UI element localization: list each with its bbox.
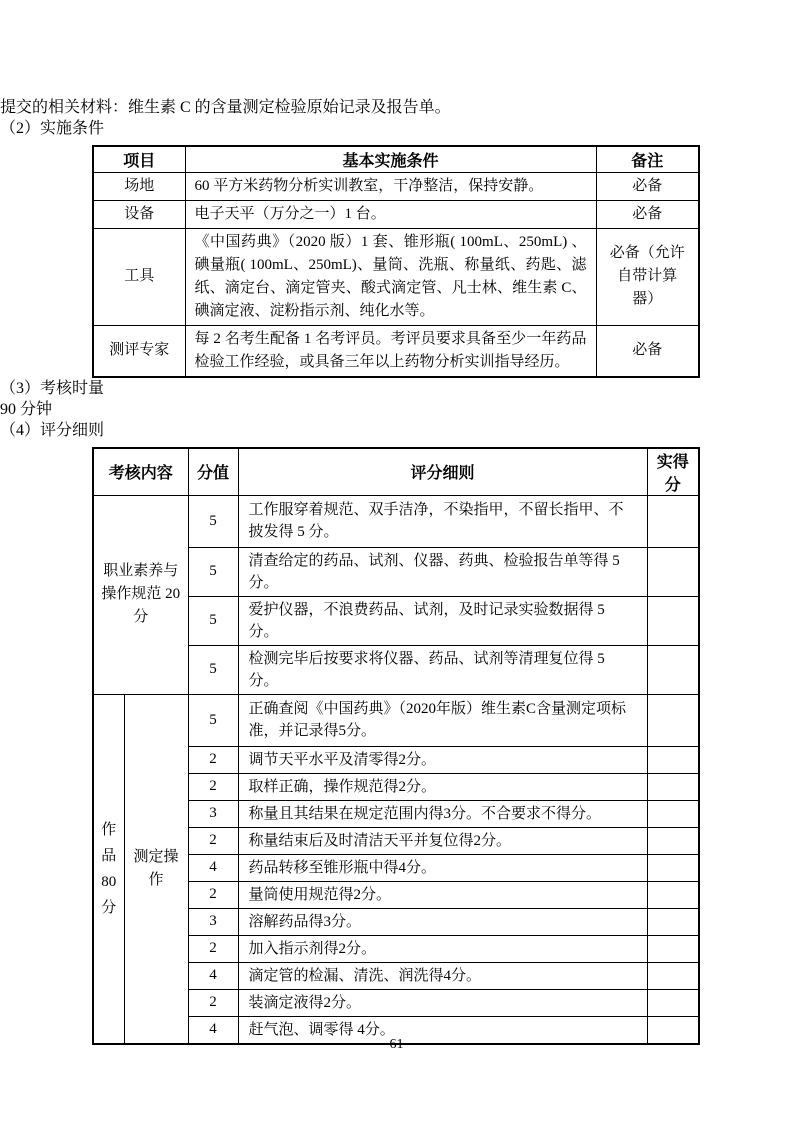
criteria-cell: 量筒使用规范得2分。: [238, 881, 647, 908]
criteria-cell: 药品转移至锥形瓶中得4分。: [238, 854, 647, 881]
score-value-cell: 2: [188, 773, 238, 800]
criteria-cell: 正确查阅《中国药典》（2020年版）维生素C含量测定项标准，并记录得5分。: [238, 694, 647, 746]
table-row: [93, 495, 699, 547]
scoring-rules-table: [92, 447, 700, 1045]
criteria-cell: 工作服穿着规范、双手洁净，不染指甲，不留长指甲、不披发得 5 分。: [238, 495, 647, 547]
note-cell: 必备（允许自带计算器）: [596, 228, 699, 325]
duration-value: 90 分钟: [0, 400, 53, 418]
item-cell: 工具: [93, 228, 185, 325]
header-item: 项目: [93, 146, 185, 172]
earned-score-cell: [647, 645, 699, 694]
header-earned-score: 实得分: [647, 448, 699, 496]
earned-score-cell: [647, 547, 699, 596]
intro-line: 提交的相关材料：维生素 C 的含量测定检验原始记录及报告单。: [0, 99, 451, 116]
note-cell: 必备: [596, 200, 699, 228]
score-value-cell: 2: [188, 989, 238, 1016]
earned-score-cell: [647, 827, 699, 854]
criteria-cell: 称量且其结果在规定范围内得3分。不合要求不得分。: [238, 800, 647, 827]
earned-score-cell: [647, 694, 699, 746]
earned-score-cell: [647, 989, 699, 1016]
earned-score-cell: [647, 908, 699, 935]
section-label-work-80: 作 品 80 分: [93, 694, 124, 1044]
score-value-cell: 4: [188, 962, 238, 989]
score-value-cell: 2: [188, 935, 238, 962]
section-label-measurement-operation: 测定操作: [124, 694, 188, 1044]
score-value-cell: 2: [188, 881, 238, 908]
section-label-professionalism: 职业素养与操作规范 20 分: [93, 495, 188, 694]
earned-score-cell: [647, 773, 699, 800]
criteria-cell: 调节天平水平及清零得2分。: [238, 746, 647, 773]
criteria-cell: 称量结束后及时清洁天平并复位得2分。: [238, 827, 647, 854]
item-cell: 设备: [93, 200, 185, 228]
score-value-cell: 2: [188, 827, 238, 854]
score-value-cell: 3: [188, 908, 238, 935]
table-row: [93, 325, 699, 377]
condition-cell: 每 2 名考生配备 1 名考评员。考评员要求具备至少一年药品检验工作经验，或具备三年以上药物分析实训指导经历。: [185, 325, 596, 377]
note-cell: 必备: [596, 325, 699, 377]
heading-assessment-duration: （3）考核时量: [0, 379, 105, 397]
earned-score-cell: [647, 962, 699, 989]
criteria-cell: 装滴定液得2分。: [238, 989, 647, 1016]
heading-implementation-conditions: （2）实施条件: [0, 120, 105, 137]
earned-score-cell: [647, 881, 699, 908]
score-value-cell: 2: [188, 746, 238, 773]
table-row: [93, 200, 699, 228]
note-cell: 必备: [596, 172, 699, 200]
criteria-cell: 检测完毕后按要求将仪器、药品、试剂等清理复位得 5 分。: [238, 645, 647, 694]
header-scoring-detail: 评分细则: [238, 448, 647, 496]
header-basic-condition: 基本实施条件: [185, 146, 596, 172]
item-cell: 场地: [93, 172, 185, 200]
criteria-cell: 取样正确，操作规范得2分。: [238, 773, 647, 800]
condition-cell: 60 平方米药物分析实训教室，干净整洁，保持安静。: [185, 172, 596, 200]
heading-scoring-rules: （4）评分细则: [0, 421, 105, 439]
table-row: [93, 694, 699, 746]
earned-score-cell: [647, 746, 699, 773]
table-row: [93, 228, 699, 325]
score-value-cell: 4: [188, 1016, 238, 1044]
earned-score-cell: [647, 800, 699, 827]
score-value-cell: 5: [188, 645, 238, 694]
earned-score-cell: [647, 854, 699, 881]
item-cell: 测评专家: [93, 325, 185, 377]
score-value-cell: 5: [188, 596, 238, 645]
score-value-cell: 5: [188, 694, 238, 746]
header-assessment-content: 考核内容: [93, 448, 188, 496]
table-row: [93, 172, 699, 200]
score-value-cell: 5: [188, 495, 238, 547]
earned-score-cell: [647, 935, 699, 962]
criteria-cell: 滴定管的检漏、清洗、润洗得4分。: [238, 962, 647, 989]
score-value-cell: 5: [188, 547, 238, 596]
table-header-row: [93, 448, 699, 496]
implementation-conditions-table: [92, 145, 700, 378]
earned-score-cell: [647, 495, 699, 547]
header-score-value: 分值: [188, 448, 238, 496]
earned-score-cell: [647, 596, 699, 645]
score-value-cell: 3: [188, 800, 238, 827]
criteria-cell: 溶解药品得3分。: [238, 908, 647, 935]
score-value-cell: 4: [188, 854, 238, 881]
header-note: 备注: [596, 146, 699, 172]
criteria-cell: 赶气泡、调零得 4分。: [238, 1016, 647, 1044]
criteria-cell: 清查给定的药品、试剂、仪器、药典、检验报告单等得 5 分。: [238, 547, 647, 596]
table-header-row: [93, 146, 699, 172]
criteria-cell: 加入指示剂得2分。: [238, 935, 647, 962]
criteria-cell: 爱护仪器，不浪费药品、试剂，及时记录实验数据得 5 分。: [238, 596, 647, 645]
condition-cell: 《中国药典》（2020 版）1 套、锥形瓶( 100mL、250mL) 、碘量瓶( 100mL、250mL)、量筒、洗瓶、称量纸、药匙、滤纸、滴定台、滴定管夹、酸式滴定管、凡士林、维生素 C、碘滴定液、淀粉指示剂、纯化水等。: [185, 228, 596, 325]
condition-cell: 电子天平（万分之一）1 台。: [185, 200, 596, 228]
page-number: 61: [389, 1037, 404, 1052]
